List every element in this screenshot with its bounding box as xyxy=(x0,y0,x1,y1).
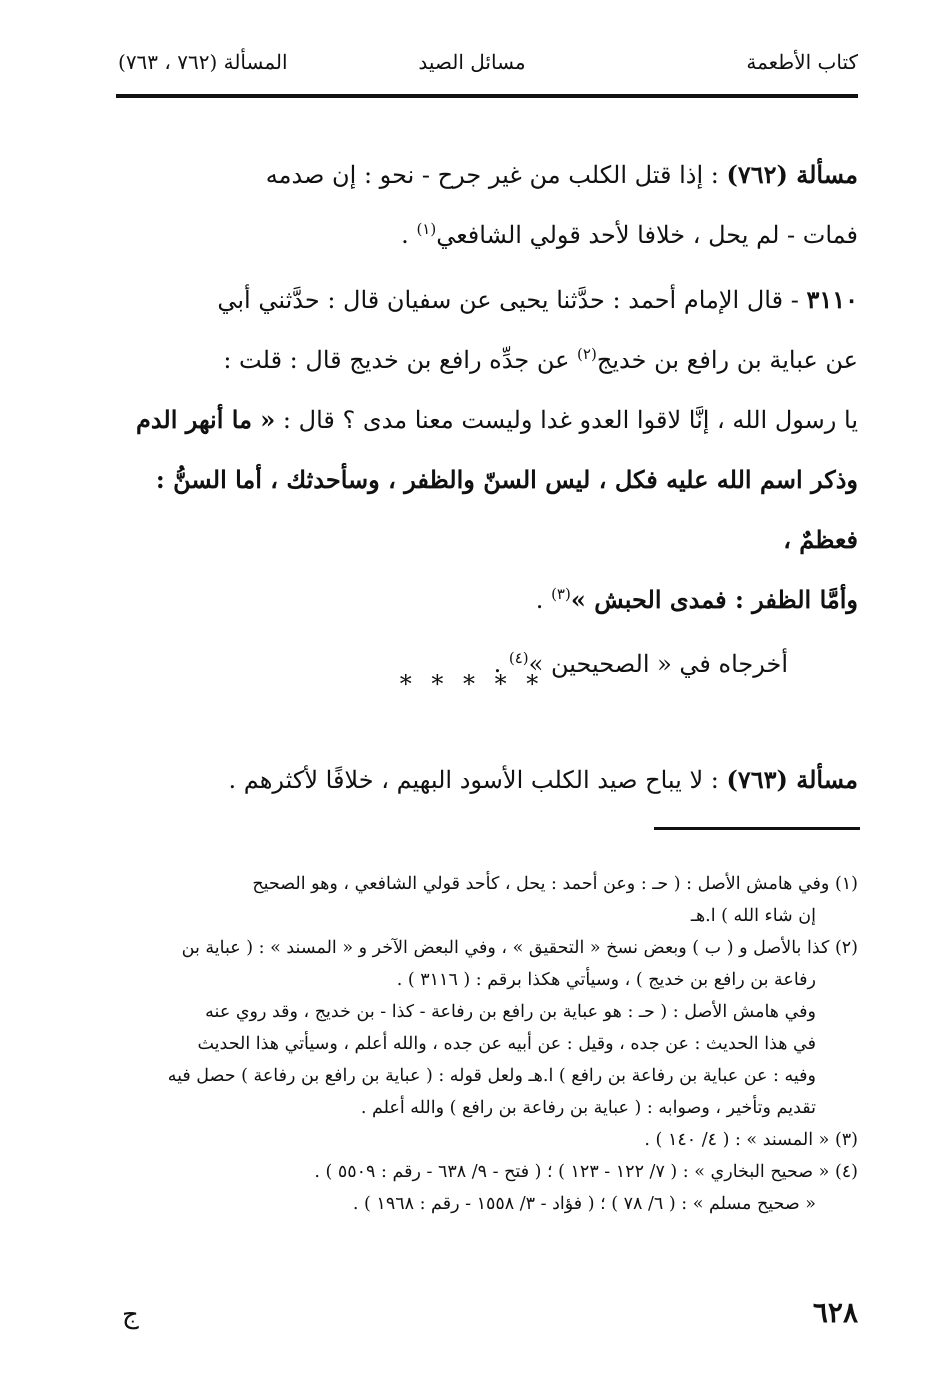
hadith-text-5b: . xyxy=(535,586,552,614)
issue-762-text-b: فمات - لم يحل ، خلافا لأحد قولي الشافعي xyxy=(436,221,858,249)
footnotes xyxy=(114,868,858,1220)
footnote-2-line-1 xyxy=(114,932,858,964)
issue-763-line xyxy=(110,750,858,810)
footnote-2-text-1: كذا بالأصل و ( ب ) وبعض نسخ « التحقيق » ، وفي البعض الآخر و « المسند » : ( عباية بن xyxy=(181,938,830,958)
footnote-ref-1: (١) xyxy=(416,220,437,238)
footnote-ref-4: (٤) xyxy=(508,649,529,667)
takhrij-end: . xyxy=(493,650,509,678)
page-number: ٦٢٨ xyxy=(812,1296,858,1329)
footnote-2-line-5: وفيه : عن عباية بن رفاعة بن رافع ) ا.هـ ولعل قوله : ( عباية بن رافع بن رفاعة ) حصل فيه xyxy=(167,1066,816,1086)
footnote-4-mark: (٤) xyxy=(834,1162,858,1182)
footnote-4-line-1 xyxy=(114,1156,858,1188)
hadith-number: ٣١١٠ xyxy=(806,285,858,314)
footnote-2-line-3: وفي هامش الأصل : ( حـ : هو عباية بن رافع بن رفاعة - كذا - بن خديج ، وقد روي عنه xyxy=(205,1002,816,1022)
hadith-line-1 xyxy=(110,270,858,330)
issue-762-line-2 xyxy=(110,205,858,265)
footnote-1-line-2: إن شاء الله ) ا.هـ xyxy=(690,906,816,926)
hadith-text-5a: وأمَّا الظفر : فمدى الحبش » xyxy=(570,585,858,614)
header-issue-range: المسألة (٧٦٢ ، ٧٦٣) xyxy=(118,50,288,74)
footnote-3-mark: (٣) xyxy=(834,1130,858,1150)
hadith-line-2 xyxy=(110,330,858,390)
hadith-text-3a: يا رسول الله ، إنَّا لاقوا العدو غدا وليست معنا مدى ؟ قال : xyxy=(275,406,858,434)
footnote-rule xyxy=(654,827,860,830)
hadith-text-3b: « ما أنهر الدم xyxy=(135,405,276,434)
hadith-text-2a: عن عباية بن رافع بن خديج xyxy=(596,346,858,374)
hadith-line-4: وذكر اسم الله عليه فكل ، ليس السنّ والظفر ، وسأحدثك ، أما السنُّ : فعظمٌ ، xyxy=(155,465,858,554)
header-book-title: كتاب الأطعمة xyxy=(746,50,858,74)
issue-762 xyxy=(110,145,858,265)
footnote-2-line-6: تقديم وتأخير ، وصوابه : ( عباية بن رفاعة بن رافع ) والله أعلم . xyxy=(360,1098,816,1118)
footnote-4-text-1: « صحيح البخاري » : ( ٧/ ١٢٢ - ١٢٣ ) ؛ ( فتح - ٩/ ٦٣٨ - رقم : ٥٥٠٩ ) . xyxy=(314,1162,830,1182)
issue-763-text: : لا يباح صيد الكلب الأسود البهيم ، خلافًا لأكثرهم . xyxy=(228,766,727,794)
header-chapter-title: مسائل الصيد xyxy=(418,50,526,74)
footnote-1-text-1: وفي هامش الأصل : ( حـ : وعن أحمد : يحل ، كأحد قولي الشافعي ، وهو الصحيح xyxy=(252,874,830,894)
header-rule xyxy=(116,94,858,98)
issue-762-label: مسألة (٧٦٢) xyxy=(726,160,858,189)
section-separator: * * * * * xyxy=(399,670,545,698)
issue-762-line-1 xyxy=(110,145,858,205)
takhrij-text: أخرجاه في « الصحيحين » xyxy=(528,650,788,678)
footnote-ref-2: (٢) xyxy=(577,345,597,363)
hadith-3110 xyxy=(110,270,858,694)
footnote-1-line-1 xyxy=(114,868,858,900)
footnote-2-line-4: في هذا الحديث : عن جده ، وقيل : عن أبيه عن جده ، والله أعلم ، وسيأتي هذا الحديث xyxy=(197,1034,816,1054)
footnote-2-line-2: رفاعة بن رافع بن خديج ) ، وسيأتي هكذا برقم : ( ٣١١٦ ) . xyxy=(396,970,816,990)
footnote-ref-3: (٣) xyxy=(551,585,571,603)
footnote-3-text-1: « المسند » : ( ٤/ ١٤٠ ) . xyxy=(644,1130,830,1150)
footnote-3-line-1 xyxy=(114,1124,858,1156)
issue-762-end: . xyxy=(401,221,417,249)
hadith-text-2b: عن جدِّه رافع بن خديج قال : قلت : xyxy=(223,346,578,374)
footnote-1-mark: (١) xyxy=(834,874,858,894)
hadith-line-5 xyxy=(110,570,858,630)
footnote-2-mark: (٢) xyxy=(834,938,858,958)
signature-mark: ج xyxy=(122,1300,139,1330)
hadith-text-1: - قال الإمام أحمد : حدَّثنا يحيى عن سفيان قال : حدَّثني أبي xyxy=(217,286,807,314)
footnote-4-line-2: « صحيح مسلم » : ( ٦/ ٧٨ ) ؛ ( فؤاد - ٣/ ١٥٥٨ - رقم : ١٩٦٨ ) . xyxy=(352,1194,816,1214)
hadith-line-3 xyxy=(110,390,858,450)
issue-763 xyxy=(110,750,858,810)
issue-763-label: مسألة (٧٦٣) xyxy=(726,765,858,794)
issue-762-text-a: : إذا قتل الكلب من غير جرح - نحو : إن صدمه xyxy=(265,161,727,189)
